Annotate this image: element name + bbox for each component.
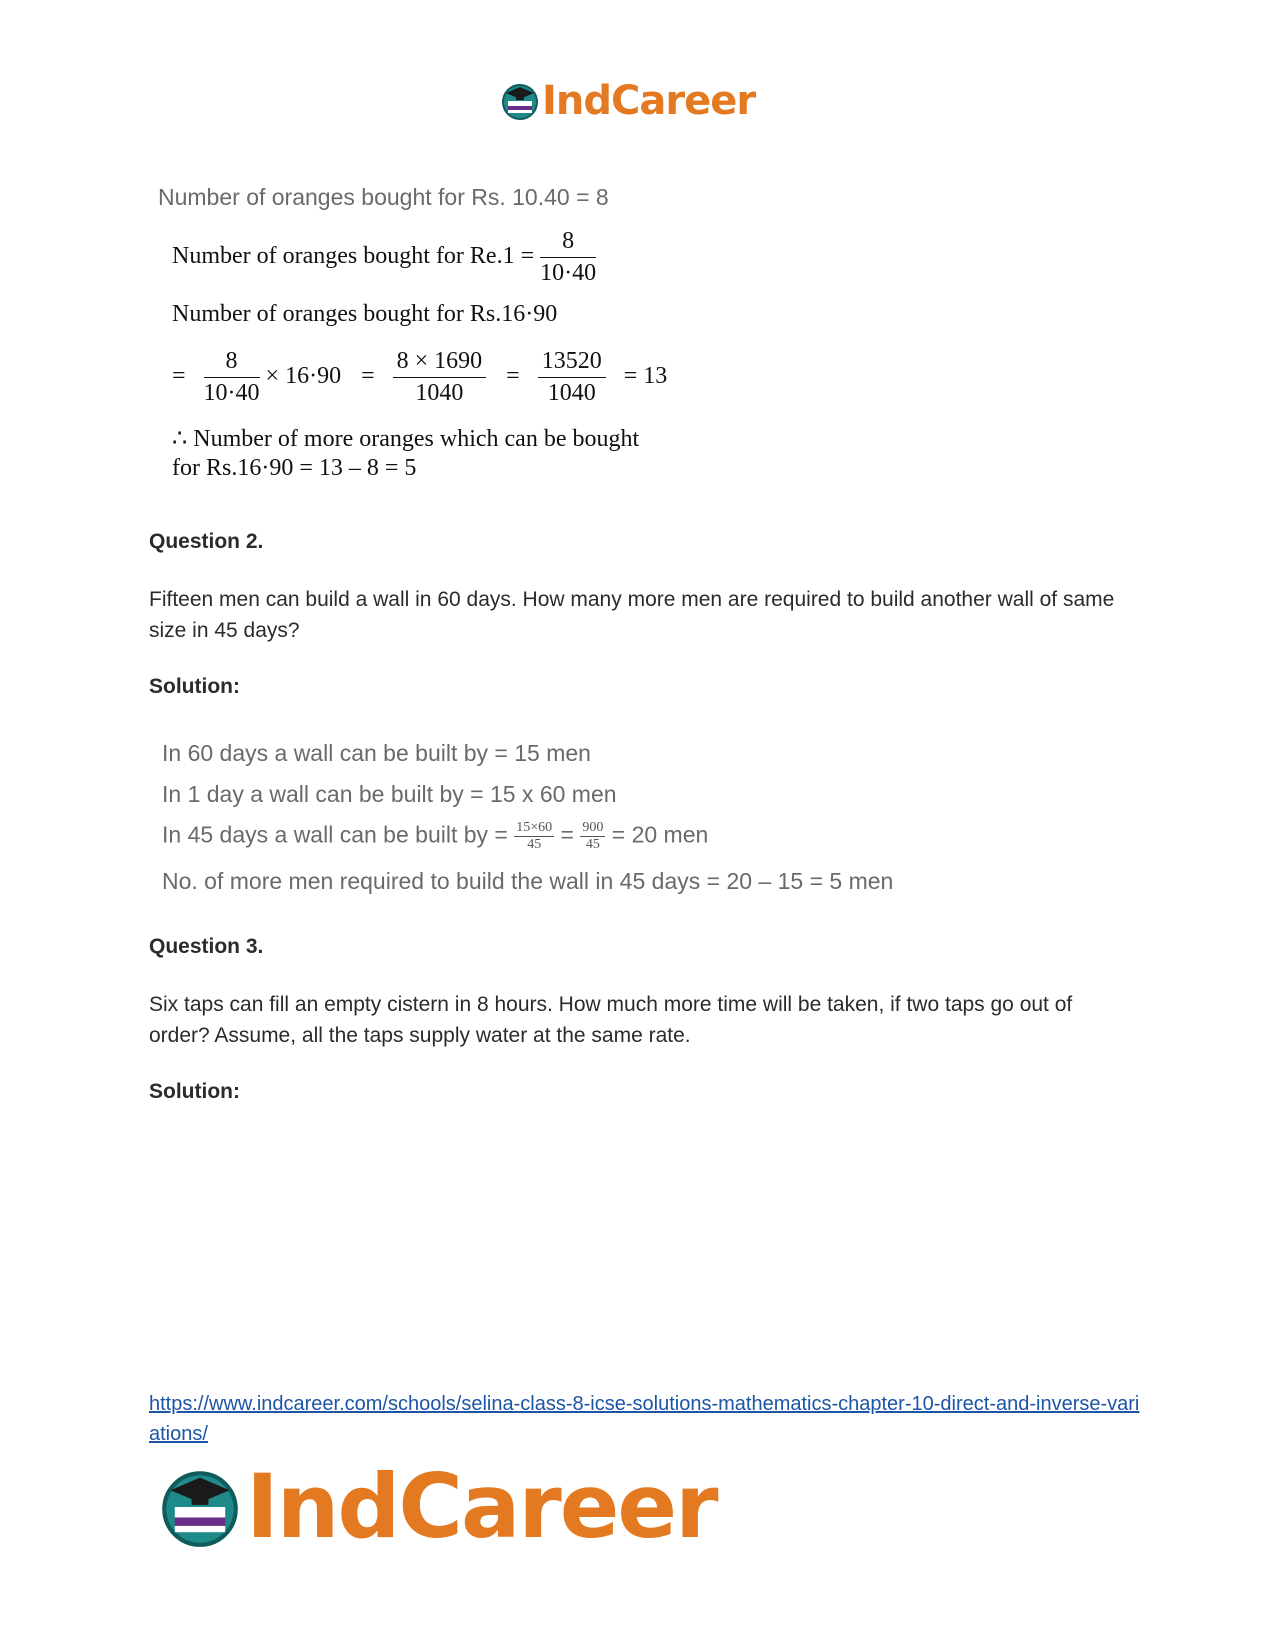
equals-sign: = [506,363,520,390]
fraction-denominator: 45 [527,837,542,852]
question-2-heading: Question 2. [149,530,264,553]
q1-line1: Number of oranges bought for Rs. 10.40 = 8 [158,184,609,210]
q1-line5: ∴ Number of more oranges which can be bought [172,426,640,452]
question-2-text: Fifteen men can build a wall in 60 days. How many more men are required to build another wall of same size in 45 days? [149,588,1115,642]
q1-line2 [172,228,596,287]
q2-line4: No. of more men required to build the wall in 45 days = 20 – 15 = 5 men [162,868,894,894]
fraction-denominator: 1040 [415,380,464,406]
fraction-1 [204,348,260,407]
fraction-numerator: 15×60 [516,820,553,835]
fraction-denominator: 10·40 [203,380,260,406]
question-3-text: Six taps can fill an empty cistern in 8 hours. How much more time will be taken, if two taps go out of order? Assume, all the taps supply water at the same rate. [149,993,1073,1047]
fraction-numerator: 8 × 1690 [393,348,487,378]
q1-equation [172,348,667,407]
q1-line6: for Rs.16·90 = 13 – 8 = 5 [172,455,417,481]
source-link[interactable]: https://www.indcareer.com/schools/selina-class-8-icse-solutions-mathematics-chapter-10-direct-and-inverse-variations/ [149,1393,1140,1445]
footer-logo [158,1455,717,1558]
q2-line2: In 1 day a wall can be built by = 15 x 60 men [162,781,617,807]
fraction-a [514,820,554,853]
equals-sign: = [361,363,375,390]
question-3-heading: Question 3. [149,935,264,958]
fraction-denominator: 45 [585,837,600,852]
question-3-solution-label: Solution: [149,1080,240,1103]
question-2-solution-label: Solution: [149,675,240,698]
q1-line2-fraction [540,228,596,287]
fraction-denominator: 10·40 [540,260,597,286]
q2-line3-suffix: = 20 men [611,821,709,848]
fraction-3 [538,348,606,407]
equals-sign: = [560,821,574,848]
fraction-numerator: 13520 [538,348,606,378]
brand-wordmark: IndCareer [246,1455,717,1558]
brand-wordmark: IndCareer [542,78,756,124]
fraction-denominator: 1040 [547,380,596,406]
q2-line3 [162,820,708,853]
q1-line2-text: Number of oranges bought for Re.1 = [172,243,535,270]
q2-line3-prefix: In 45 days a wall can be built by = [162,821,508,848]
multiplier: × 16·90 [265,363,342,390]
q1-line3: Number of oranges bought for Rs.16·90 [172,301,558,327]
graduation-book-globe-icon [500,81,540,121]
header-logo [500,78,755,124]
q2-line1: In 60 days a wall can be built by = 15 men [162,740,591,766]
fraction-numerator: 8 [540,228,596,258]
graduation-book-globe-icon [158,1465,242,1549]
fraction-numerator: 900 [582,820,604,835]
fraction-b [580,820,605,853]
fraction-2 [393,348,487,407]
fraction-numerator: 8 [204,348,260,378]
equals-sign: = [172,363,186,390]
result: = 13 [623,363,668,390]
